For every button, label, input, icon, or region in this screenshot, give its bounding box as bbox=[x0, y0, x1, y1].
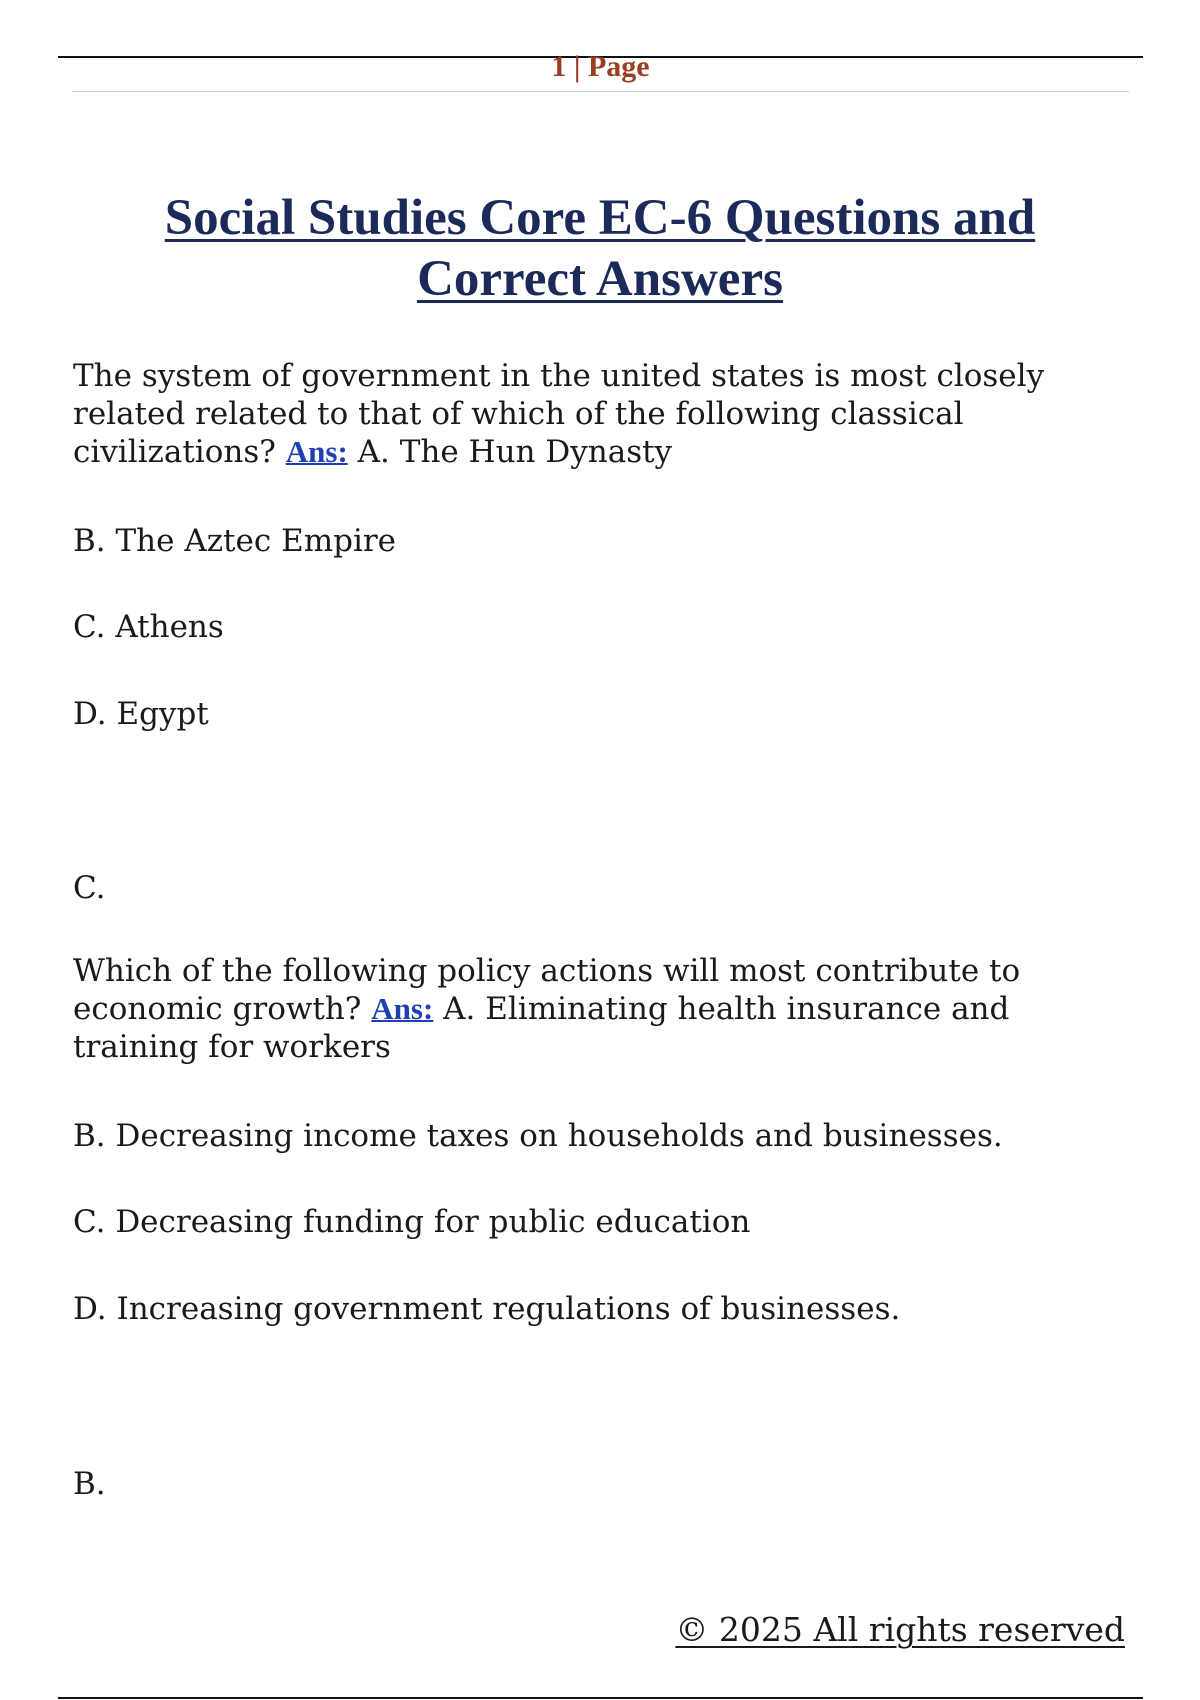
question-2-answer: B. bbox=[73, 1466, 106, 1502]
question-2-option-d: D. Increasing government regulations of businesses. bbox=[73, 1291, 901, 1327]
question-1-prompt bbox=[73, 357, 1073, 471]
title-line-2: Correct Answers bbox=[417, 251, 783, 307]
header-divider bbox=[72, 91, 1129, 92]
question-2-option-a: A. Eliminating health insurance and training for workers bbox=[73, 991, 1010, 1065]
question-1-option-a: A. The Hun Dynasty bbox=[347, 434, 673, 470]
footer-divider bbox=[58, 1697, 1143, 1699]
page-number: 1 | Page bbox=[551, 50, 650, 83]
question-1-option-b: B. The Aztec Empire bbox=[73, 523, 397, 559]
question-1-option-d: D. Egypt bbox=[73, 696, 209, 732]
question-1-answer: C. bbox=[73, 870, 106, 906]
question-2-option-c: C. Decreasing funding for public education bbox=[73, 1204, 751, 1240]
question-1-option-c: C. Athens bbox=[73, 609, 224, 645]
question-2-prompt bbox=[73, 952, 1073, 1066]
question-2-ans-link[interactable]: Ans: bbox=[371, 991, 434, 1026]
question-1-ans-link[interactable]: Ans: bbox=[285, 434, 348, 469]
page-header bbox=[58, 50, 1143, 92]
title-line-1: Social Studies Core EC-6 Questions and bbox=[164, 190, 1036, 246]
question-2-option-b: B. Decreasing income taxes on households and businesses. bbox=[73, 1118, 1003, 1154]
document-title bbox=[60, 188, 1140, 310]
copyright-footer: © 2025 All rights reserved bbox=[675, 1610, 1125, 1649]
question-1-text: The system of government in the united states is most closely related related to that of which of the following classical civilizations? bbox=[73, 358, 1045, 470]
question-2-text: Which of the following policy actions will most contribute to economic growth? bbox=[73, 953, 1021, 1027]
